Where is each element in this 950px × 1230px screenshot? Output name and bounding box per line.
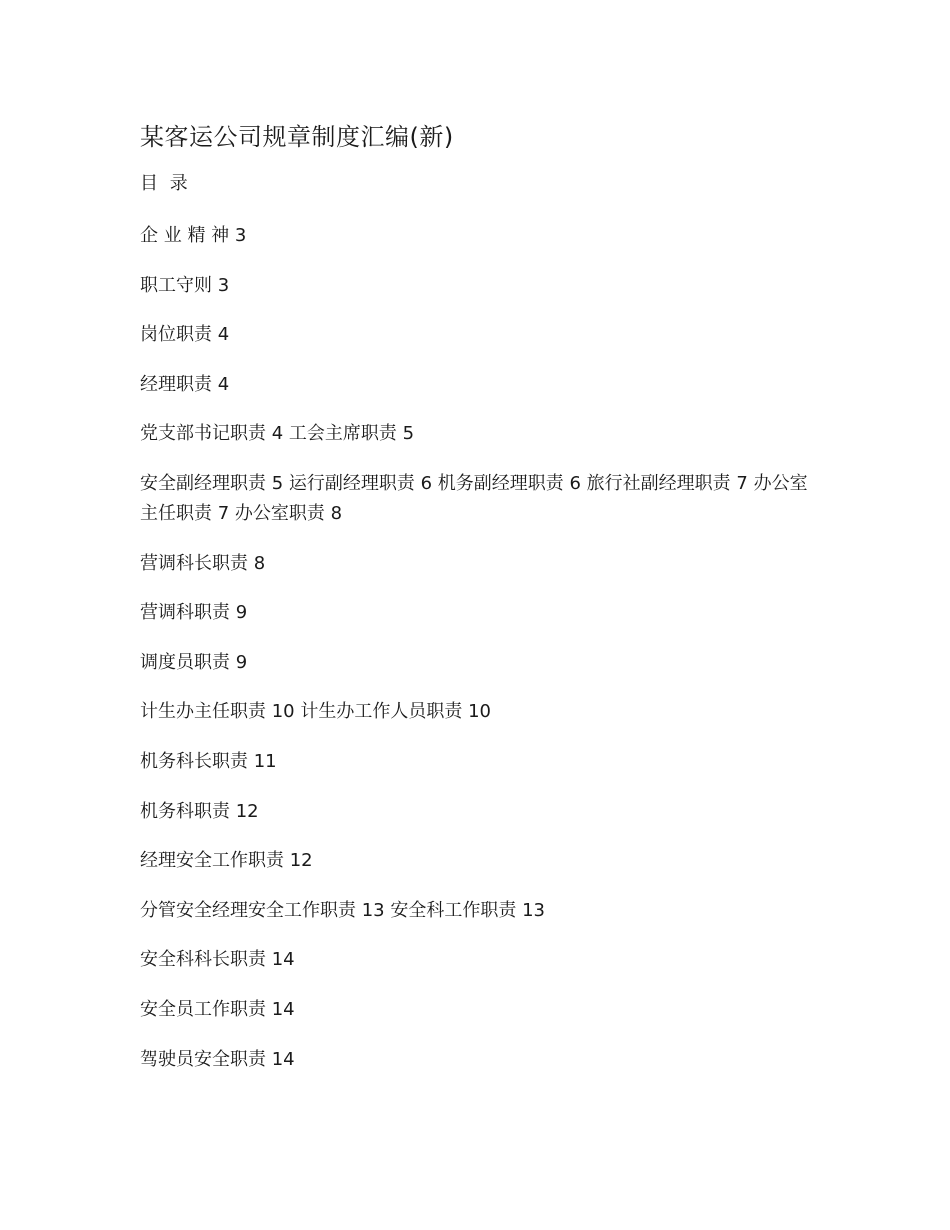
toc-item-manager-safety-duties[interactable]: 经理安全工作职责 12 [140, 850, 313, 872]
toc-heading: 目 录 [140, 173, 191, 194]
toc-item-safety-manager-duties[interactable]: 分管安全经理安全工作职责 13 安全科工作职责 13 [140, 899, 545, 921]
table-of-contents [140, 221, 810, 1075]
toc-item-corporate-spirit[interactable]: 企 业 精 神 3 [140, 225, 247, 246]
toc-item-manager-duties[interactable]: 经理职责 4 [140, 373, 230, 395]
toc-item-operations-dept-duties[interactable]: 营调科职责 9 [140, 602, 248, 624]
toc-item-safety-chief-duties[interactable]: 安全科科长职责 14 [140, 949, 295, 971]
toc-item-dispatcher-duties[interactable]: 调度员职责 9 [140, 651, 248, 673]
toc-item-maintenance-dept-duties[interactable]: 机务科职责 12 [140, 800, 259, 822]
document-title: 某客运公司规章制度汇编(新) [140, 123, 454, 151]
toc-item-party-secretary-duties[interactable]: 党支部书记职责 4 工会主席职责 5 [140, 423, 415, 445]
toc-item-driver-safety-duties[interactable]: 驾驶员安全职责 14 [140, 1048, 295, 1070]
toc-item-maintenance-chief-duties[interactable]: 机务科长职责 11 [140, 750, 277, 772]
toc-item-post-duties[interactable]: 岗位职责 4 [140, 324, 230, 346]
toc-item-safety-officer-duties[interactable]: 安全员工作职责 14 [140, 998, 295, 1020]
toc-item-staff-code[interactable]: 职工守则 3 [140, 274, 230, 296]
document-page [140, 118, 810, 1094]
toc-item-family-planning-duties[interactable]: 计生办主任职责 10 计生办工作人员职责 10 [140, 701, 491, 723]
toc-item-operations-chief-duties[interactable]: 营调科长职责 8 [140, 552, 266, 574]
toc-item-deputy-manager-duties[interactable]: 安全副经理职责 5 运行副经理职责 6 机务副经理职责 6 旅行社副经理职责 7 办公室主任职责 7 办公室职责 8 [140, 472, 808, 524]
